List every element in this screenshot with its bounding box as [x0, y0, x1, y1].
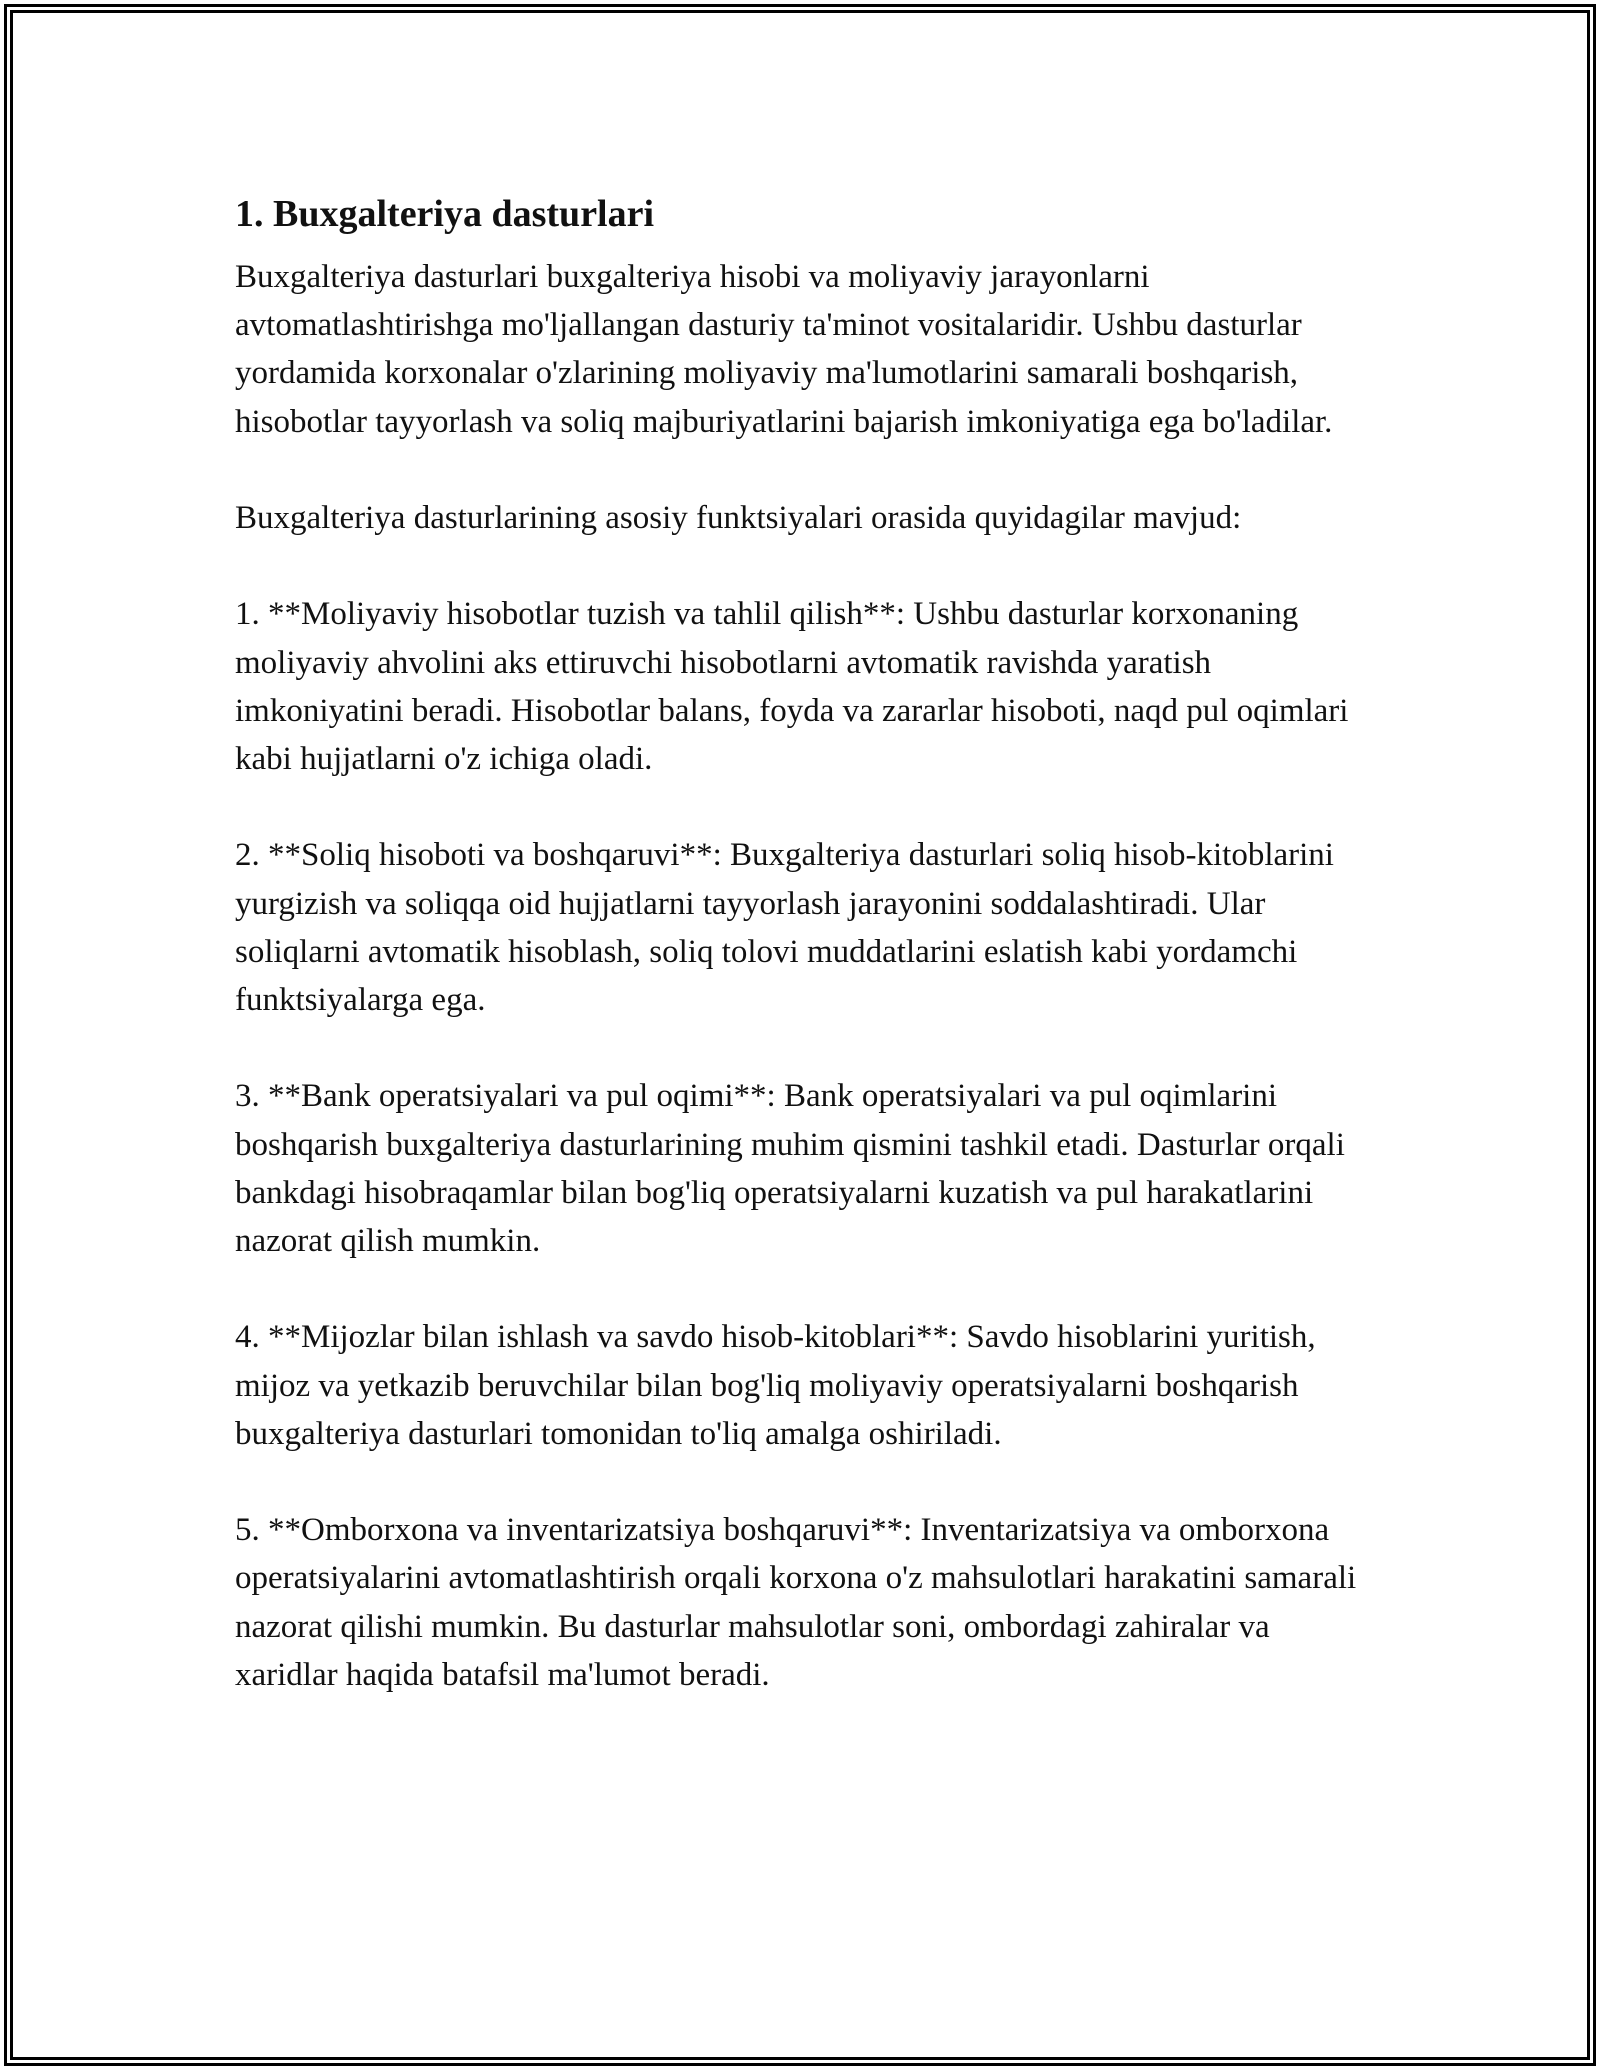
list-item-customer-sales: 4. **Mijozlar bilan ishlash va savdo hisob-kitoblari**: Savdo hisoblarini yuritish, mijoz va yetkazib beruvchilar bilan bog'liq moliyaviy operatsiyalarni boshqarish buxgalteriya dasturlari tomonidan to'liq amalga oshiriladi. [235, 1319, 1324, 1452]
intro-paragraph: Buxgalteriya dasturlari buxgalteriya hisobi va moliyaviy jarayonlarni avtomatlashtirishga mo'ljallangan dasturiy ta'minot vositalaridir. Ushbu dasturlar yordamida korxonalar o'zlarining moliyaviy ma'lumotlarini samarali boshqarish, hisobotlar tayyorlash va soliq majburiyatlarini bajarish imkoniyatiga ega bo'ladilar. [235, 259, 1333, 440]
list-item-financial-reports: 1. **Moliyaviy hisobotlar tuzish va tahlil qilish**: Ushbu dasturlar korxonaning moliyaviy ahvolini aks ettiruvchi hisobotlarni avtomatik ravishda yaratish imkoniyatini beradi. Hisobotlar balans, foyda va zararlar hisoboti, naqd pul oqimlari kabi hujjatlarni o'z ichiga oladi. [235, 596, 1357, 777]
list-item-warehouse-inventory: 5. **Omborxona va inventarizatsiya boshqaruvi**: Inventarizatsiya va omborxona operatsiyalarini avtomatlashtirish orqali korxona o'z mahsulotlari harakatini samarali nazorat qilishi mumkin. Bu dasturlar mahsulotlar soni, ombordagi zahiralar va xaridlar haqida batafsil ma'lumot beradi. [235, 1512, 1365, 1693]
list-item-tax-reporting: 2. **Soliq hisoboti va boshqaruvi**: Buxgalteriya dasturlari soliq hisob-kitoblarini yurgizish va soliqqa oid hujjatlarni tayyorlash jarayonini soddalashtiradi. Ular soliqlarni avtomatik hisoblash, soliq tolovi muddatlarini eslatish kabi yordamchi funktsiyalarga ega. [235, 837, 1343, 1018]
functions-intro-paragraph: Buxgalteriya dasturlarining asosiy funktsiyalari orasida quyidagilar mavjud: [235, 500, 1242, 536]
document-body [235, 185, 1365, 1747]
list-item-bank-operations: 3. **Bank operatsiyalari va pul oqimi**: Bank operatsiyalari va pul oqimlarini boshqarish buxgalteriya dasturlarining muhim qismini tashkil etadi. Dasturlar orqali bankdagi hisobraqamlar bilan bog'liq operatsiyalarni kuzatish va pul harakatlarini nazorat qilish mumkin. [235, 1078, 1354, 1259]
section-heading: 1. Buxgalteriya dasturlari [235, 193, 655, 235]
